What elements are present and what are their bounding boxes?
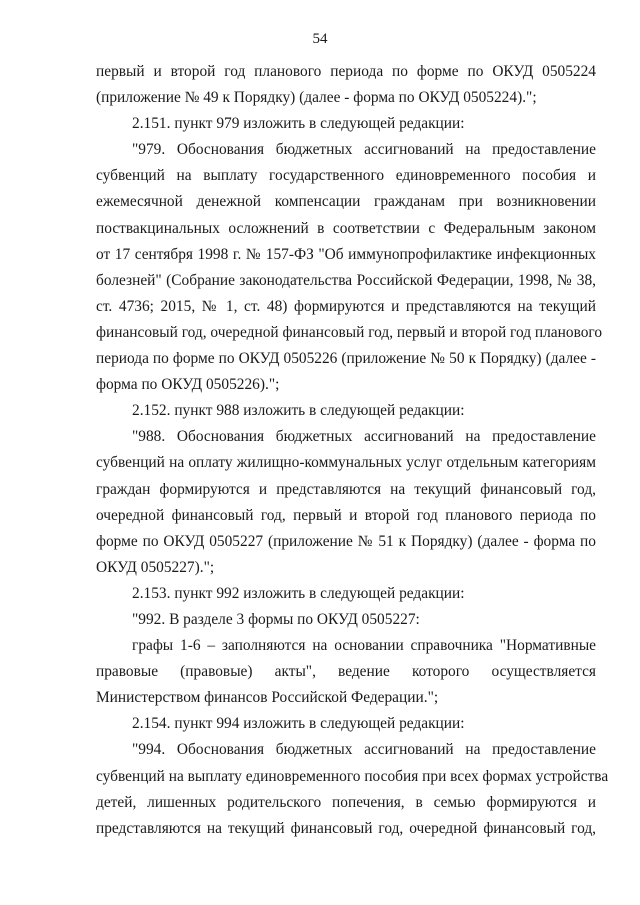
text-line: финансовый год, очередной финансовый год, первый и второй год планового	[96, 323, 603, 341]
text-line: представляются на текущий финансовый год, очередной финансовый год,	[96, 819, 596, 837]
text-line: 2.152. пункт 988 изложить в следующей редакции:	[132, 402, 465, 420]
text-line: ОКУД 0505227).";	[96, 558, 215, 576]
text-line: "992. В разделе 3 формы по ОКУД 0505227:	[132, 610, 420, 628]
text-line: Министерством финансов Российской Федерации.";	[96, 689, 439, 707]
text-line: болезней" (Собрание законодательства Российской Федерации, 1998, № 38,	[96, 271, 596, 289]
text-line: от 17 сентября 1998 г. № 157-ФЗ "Об иммунопрофилактике инфекционных	[96, 245, 596, 263]
text-line: форме по ОКУД 0505227 (приложение № 51 к Порядку) (далее - форма по	[96, 532, 596, 550]
text-line: детей, лишенных родительского попечения, в семью формируются и	[96, 793, 596, 811]
text-line: форма по ОКУД 0505226).";	[96, 376, 280, 394]
text-line: субвенций на выплату единовременного пособия при всех формах устройства	[96, 767, 609, 785]
text-line: граждан формируются и представляются на текущий финансовый год,	[96, 480, 596, 498]
text-line: ежемесячной денежной компенсации гражданам при возникновении	[96, 193, 596, 211]
text-line: "979. Обоснования бюджетных ассигнований на предоставление	[132, 141, 596, 159]
text-line: периода по форме по ОКУД 0505226 (приложение № 50 к Порядку) (далее -	[96, 350, 596, 368]
text-line: поствакцинальных осложнений в соответствии с Федеральным законом	[96, 219, 596, 237]
text-line: очередной финансовый год, первый и второй год планового периода по	[96, 506, 596, 524]
text-line: субвенций на оплату жилищно-коммунальных услуг отдельным категориям	[96, 454, 596, 472]
text-line: 2.154. пункт 994 изложить в следующей редакции:	[132, 715, 465, 733]
text-line: первый и второй год планового периода по форме по ОКУД 0505224	[96, 63, 596, 80]
text-line: "988. Обоснования бюджетных ассигнований на предоставление	[132, 428, 596, 446]
text-line: правовые (правовые) акты", ведение которого осуществляется	[96, 663, 596, 681]
text-line: "994. Обоснования бюджетных ассигнований на предоставление	[132, 741, 596, 759]
text-line: субвенций на выплату государственного единовременного пособия и	[96, 167, 596, 185]
page-number: 54	[312, 31, 328, 47]
text-line: 2.151. пункт 979 изложить в следующей редакции:	[132, 115, 465, 133]
text-line: 2.153. пункт 992 изложить в следующей редакции:	[132, 584, 465, 602]
text-line: ст. 4736; 2015, № 1, ст. 48) формируются и представляются на текущий	[96, 297, 596, 315]
text-line: (приложение № 49 к Порядку) (далее - форма по ОКУД 0505224).";	[96, 89, 537, 107]
document-body	[96, 59, 609, 842]
text-line: графы 1-6 – заполняются на основании справочника "Нормативные	[132, 637, 596, 655]
